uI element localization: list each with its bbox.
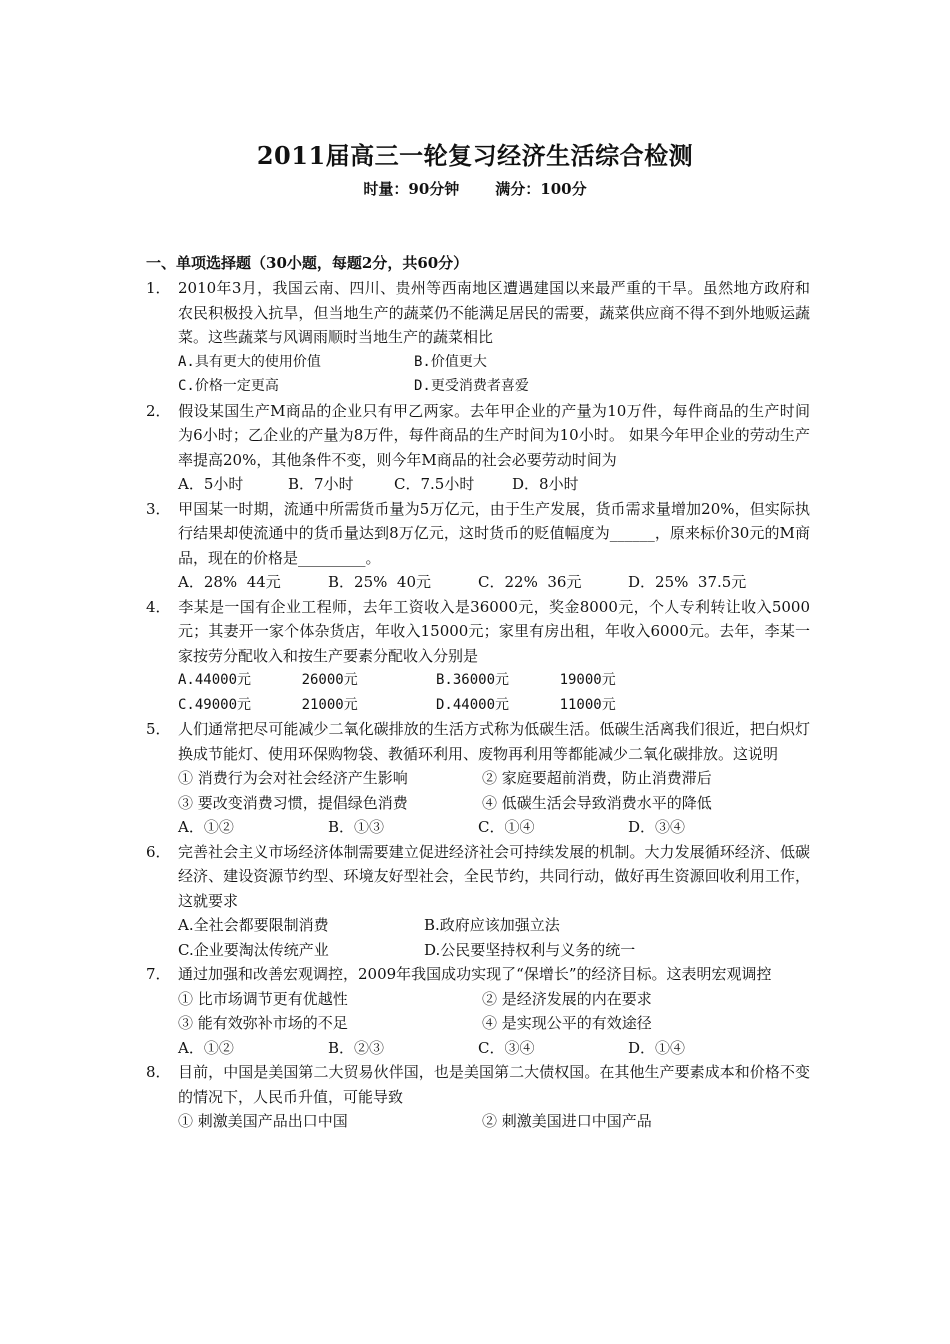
question-text: 人们通常把尽可能减少二氧化碳排放的生活方式称为低碳生活。低碳生活离我们很近，把白炽灯换成节能灯、使用环保购物袋、教循环利用、废物再利用等都能减少二氧化碳排放。这说明 [178, 720, 810, 763]
option: D．25% 37.5元 [628, 573, 747, 591]
question-text: 假设某国生产M商品的企业只有甲乙两家。去年甲企业的产量为10万件，每件商品的生产时间为6小时；乙企业的产量为8万件，每件商品的生产时间为10小时。 如果今年甲企业的劳动生产率提高20%，其他条件不变，则今年M商品的社会必要劳动时间为 [178, 401, 810, 469]
option: B．7小时 [288, 475, 354, 493]
options [146, 570, 810, 595]
option: C.企业要淘汰传统产业 [178, 940, 329, 959]
option: D．①④ [628, 1038, 686, 1057]
question-text: 甲国某一时期，流通中所需货币量为5万亿元，由于生产发展，货币需求量增加20%，但实际执行结果却使流通中的货币量达到8万亿元，这时货币的贬值幅度为______，原来标价30元的M商品，现在的价格是_________。 [178, 499, 810, 567]
statement: ① 刺激美国产品出口中国 [178, 1112, 348, 1130]
page-title: 2011届高三一轮复习经济生活综合检测 [256, 141, 694, 170]
option: A.44000元 26000元 [178, 672, 358, 688]
question-3 [146, 497, 810, 595]
option: A.全社会都要限制消费 [178, 916, 329, 934]
section-heading: 一、单项选择题（30小题，每题2分，共60分） [146, 254, 469, 272]
statement: ② 家庭要超前消费，防止消费滞后 [482, 769, 712, 787]
option: A．5小时 [178, 475, 244, 493]
statement: ④ 低碳生活会导致消费水平的降低 [482, 793, 712, 812]
options [146, 350, 810, 399]
question-text: 通过加强和改善宏观调控，2009年我国成功实现了“保增长”的经济目标。这表明宏观调控 [178, 965, 772, 983]
question-5 [146, 717, 810, 840]
option: C.49000元 21000元 [178, 696, 358, 713]
option: B.价值更大 [414, 353, 487, 370]
option: C．22% 36元 [478, 573, 582, 591]
question-text: 李某是一国有企业工程师，去年工资收入是36000元，奖金8000元，个人专利转让收入5000元；其妻开一家个体杂货店，年收入15000元；家里有房出租，年收入6000元。去年，李某一家按劳分配收入和按生产要素分配收入分别是 [178, 597, 810, 665]
question-text: 2010年3月，我国云南、四川、贵州等西南地区遭遇建国以来最严重的干旱。虽然地方政府和农民积极投入抗旱，但当地生产的蔬菜仍不能满足居民的需要，蔬菜供应商不得不到外地贩运蔬菜。这些蔬菜与风调雨顺时当地生产的蔬菜相比 [178, 279, 810, 346]
option: B.36000元 19000元 [436, 672, 616, 688]
option: D.44000元 11000元 [436, 696, 616, 713]
statement: ③ 能有效弥补市场的不足 [178, 1014, 348, 1032]
option: C．①④ [478, 818, 535, 836]
option: A．①② [178, 1038, 234, 1057]
question-8 [146, 1060, 810, 1134]
options [146, 472, 810, 497]
question-number: 3． [146, 499, 171, 518]
question-text: 目前，中国是美国第二大贸易伙伴国，也是美国第二大债权国。在其他生产要素成本和价格不变的情况下，人民币升值，可能导致 [178, 1063, 810, 1106]
option: D．8小时 [512, 475, 579, 493]
question-4 [146, 595, 810, 718]
option: D.更受消费者喜爱 [414, 378, 529, 394]
statement: ① 消费行为会对社会经济产生影响 [178, 769, 408, 787]
statement: ③ 要改变消费习惯，提倡绿色消费 [178, 793, 408, 812]
question-number: 4． [146, 597, 171, 616]
question-number: 2． [146, 401, 171, 420]
option: B．①③ [328, 818, 385, 836]
question-number: 7． [146, 965, 171, 983]
question-6 [146, 840, 810, 963]
exam-info [0, 178, 950, 199]
exam-score: 满分：100分 [495, 180, 587, 198]
question-7 [146, 962, 810, 1060]
question-number: 1． [146, 279, 171, 297]
option: D.公民要坚持权利与义务的统一 [424, 940, 636, 959]
option: C．③④ [478, 1038, 535, 1057]
statement: ① 比市场调节更有优越性 [178, 989, 348, 1008]
statement: ② 是经济发展的内在要求 [482, 989, 652, 1008]
option: C．7.5小时 [394, 475, 475, 493]
options [146, 987, 810, 1061]
statement: ② 刺激美国进口中国产品 [482, 1112, 652, 1130]
options [146, 766, 810, 840]
option: A.具有更大的使用价值 [178, 353, 321, 370]
option: A．①② [178, 818, 234, 836]
option: A．28% 44元 [178, 573, 281, 591]
statement: ④ 是实现公平的有效途径 [482, 1014, 652, 1032]
options [146, 913, 810, 962]
exam-time: 时量：90分钟 [363, 180, 460, 198]
option: D．③④ [628, 818, 686, 836]
options [146, 668, 810, 717]
question-number: 5． [146, 720, 171, 738]
option: C.价格一定更高 [178, 378, 279, 394]
question-2 [146, 399, 810, 497]
question-list [146, 276, 810, 1134]
question-text: 完善社会主义市场经济体制需要建立促进经济社会可持续发展的机制。大力发展循环经济、低碳经济、建设资源节约型、环境友好型社会，全民节约，共同行动，做好再生资源回收利用工作，这就要求 [178, 842, 810, 910]
option: B．25% 40元 [328, 573, 431, 591]
question-number: 8． [146, 1063, 171, 1081]
question-1 [146, 276, 810, 399]
option: B．②③ [328, 1038, 385, 1057]
option: B.政府应该加强立法 [424, 916, 560, 934]
question-number: 6． [146, 842, 171, 861]
options [146, 1109, 810, 1134]
